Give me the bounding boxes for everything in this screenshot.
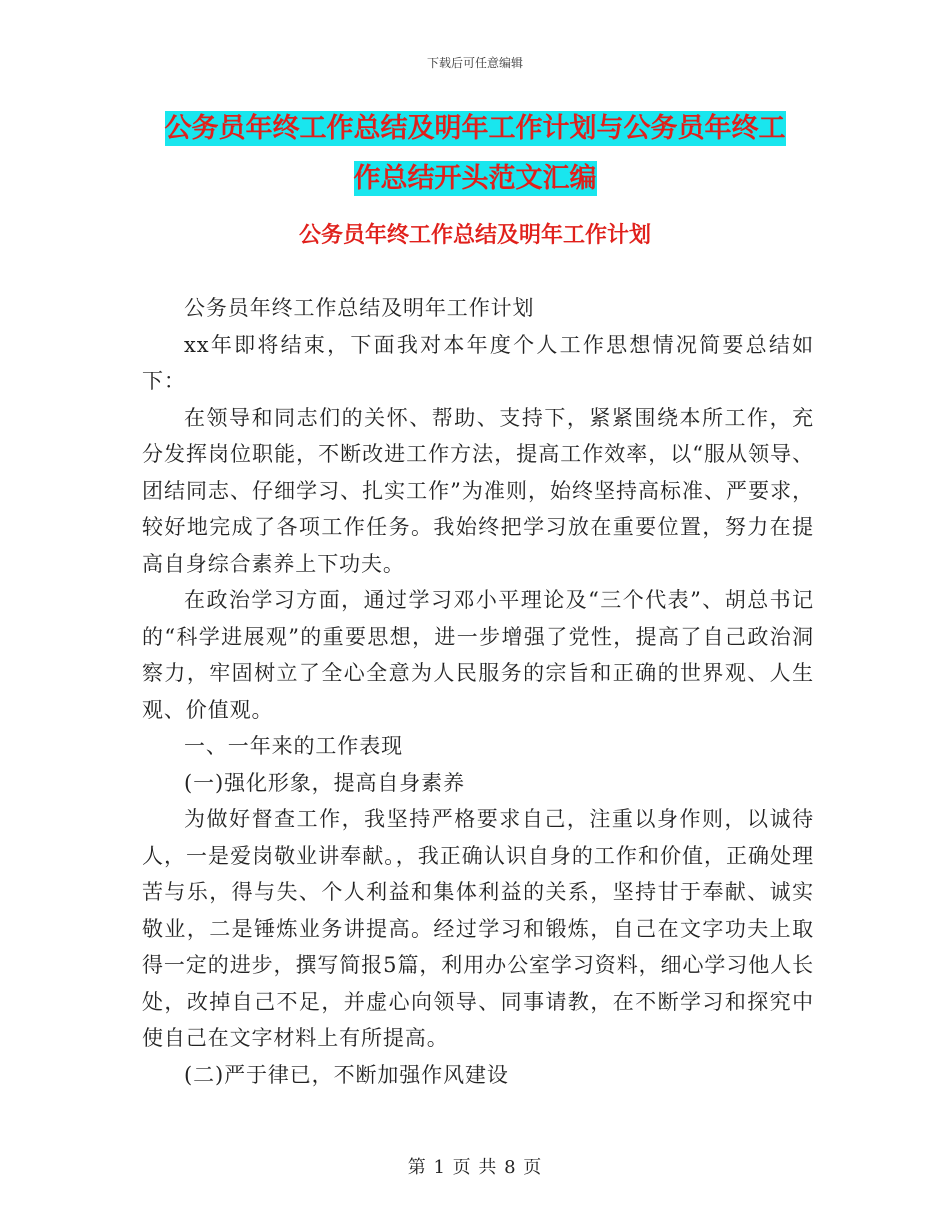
- document-title-line-2: 作总结开头范文汇编: [353, 163, 597, 194]
- section-title: 公务员年终工作总结及明年工作计划: [298, 223, 651, 248]
- paragraph-supervision: 为做好督查工作，我坚持严格要求自己，注重以身作则，以诚待人，一是爱岗敬业讲奉献。，我正确认识自身的工作和价值，正确处理苦与乐，得与失、个人利益和集体利益的关系，坚持甘于奉献、诚实敬业，二是锤炼业务讲提高。经过学习和锻炼，自己在文字功夫上取得一定的进步，撰写简报5篇，利用办公室学习资料，细心学习他人长处，改掉自己不足，并虚心向领导、同事请教，在不断学习和探究中使自己在文字材料上有所提高。: [142, 807, 814, 1050]
- heading-work-performance: 一、一年来的工作表现: [184, 734, 403, 758]
- subheading-discipline: (二)严于律已，不断加强作风建设: [184, 1062, 509, 1087]
- document-title: [0, 104, 950, 204]
- header-note: 下载后可任意编辑: [426, 56, 523, 70]
- paragraph-political-study: 在政治学习方面，通过学习邓小平理论及“三个代表”、胡总书记的“科学进展观”的重要思想，进一步增强了党性，提高了自己政治洞察力，牢固树立了全心全意为人民服务的宗旨和正确的世界观、人生观、价值观。: [142, 588, 814, 722]
- paragraph-subtitle: 公务员年终工作总结及明年工作计划: [184, 296, 535, 320]
- paragraph-intro: xx年即将结束，下面我对本年度个人工作思想情况简要总结如下：: [142, 332, 814, 393]
- paragraph-overview: 在领导和同志们的关怀、帮助、支持下，紧紧围绕本所工作，充分发挥岗位职能，不断改进工作方法，提高工作效率，以“服从领导、团结同志、仔细学习、扎实工作”为准则，始终坚持高标准、严要求，较好地完成了各项工作任务。我始终把学习放在重要位置，努力在提高自身综合素养上下功夫。: [142, 405, 814, 576]
- document-body: [142, 290, 814, 1093]
- page-number: 第 1 页 共 8 页: [407, 1157, 543, 1178]
- subheading-image: (一)强化形象，提高自身素养: [184, 770, 465, 795]
- document-title-line-1: 公务员年终工作总结及明年工作计划与公务员年终工: [164, 113, 786, 144]
